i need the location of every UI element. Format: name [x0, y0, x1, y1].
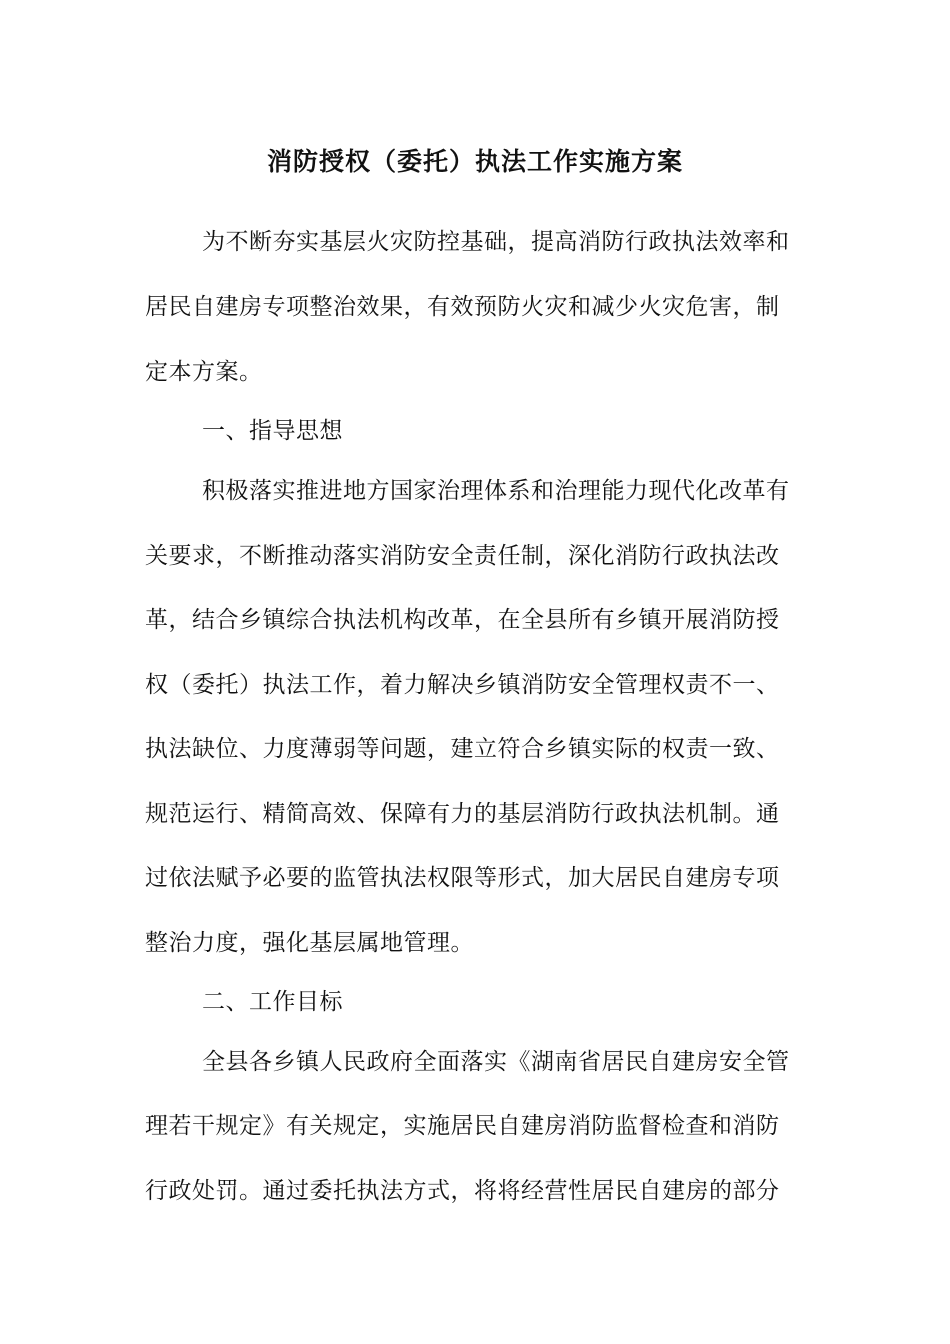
- paragraph-line: 为不断夯实基层火灾防控基础，提高消防行政执法效率和: [202, 229, 790, 255]
- section-heading: 一、指导思想: [202, 418, 343, 444]
- paragraph-line: 整治力度，强化基层属地管理。: [145, 930, 474, 956]
- paragraph-line: 革，结合乡镇综合执法机构改革，在全县所有乡镇开展消防授: [145, 607, 780, 633]
- paragraph-line: 理若干规定》有关规定，实施居民自建房消防监督检查和消防: [145, 1113, 780, 1139]
- paragraph-line: 关要求，不断推动落实消防安全责任制，深化消防行政执法改: [145, 543, 780, 569]
- paragraph-line: 过依法赋予必要的监管执法权限等形式，加大居民自建房专项: [145, 865, 780, 891]
- paragraph-line: 全县各乡镇人民政府全面落实《湖南省居民自建房安全管: [202, 1049, 790, 1075]
- section-heading: 二、工作目标: [202, 989, 343, 1015]
- paragraph-line: 积极落实推进地方国家治理体系和治理能力现代化改革有: [202, 478, 790, 504]
- document-title: 消防授权（委托）执法工作实施方案: [266, 147, 683, 176]
- paragraph-line: 权（委托）执法工作，着力解决乡镇消防安全管理权责不一、: [145, 672, 780, 698]
- paragraph-line: 行政处罚。通过委托执法方式，将将经营性居民自建房的部分: [145, 1178, 780, 1204]
- paragraph-line: 执法缺位、力度薄弱等问题，建立符合乡镇实际的权责一致、: [145, 736, 780, 762]
- paragraph-line: 规范运行、精简高效、保障有力的基层消防行政执法机制。通: [145, 801, 780, 827]
- paragraph-line: 定本方案。: [145, 359, 263, 385]
- paragraph-line: 居民自建房专项整治效果，有效预防火灾和减少火灾危害，制: [145, 294, 780, 320]
